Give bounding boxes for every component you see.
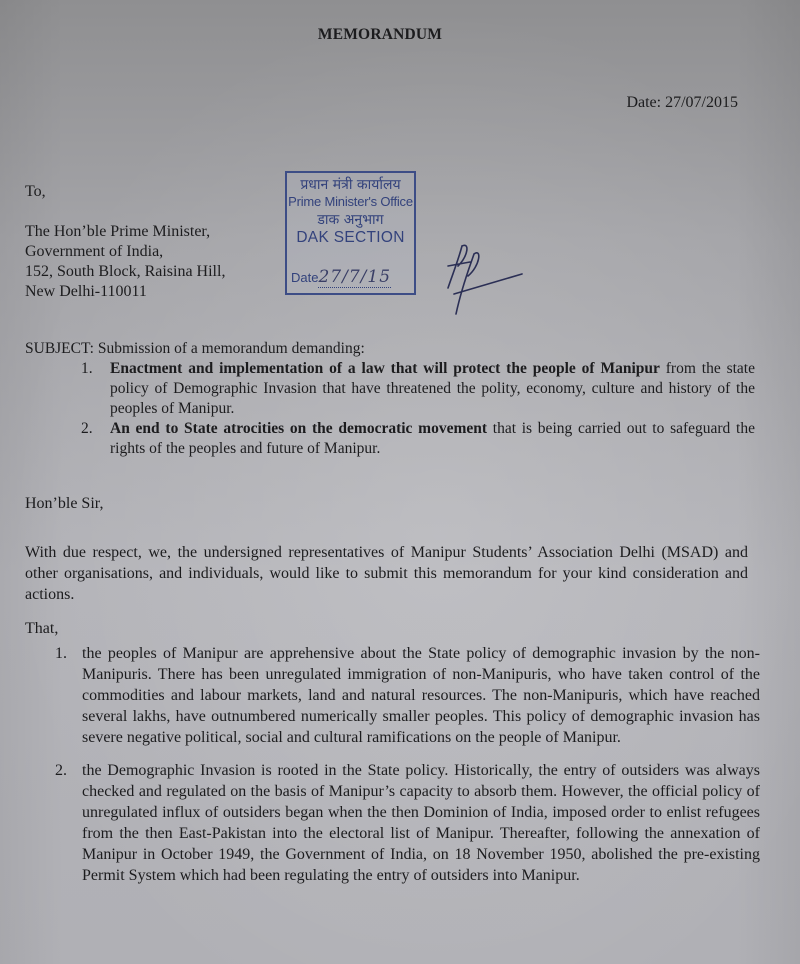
- stamp-date-handwritten: 27/7/15: [318, 267, 392, 287]
- to-label: To,: [25, 183, 46, 200]
- stamp-office: Prime Minister's Office: [288, 194, 413, 209]
- points-list: [25, 643, 760, 898]
- point-text: the peoples of Manipur are apprehensive about the State policy of demographic invasion by the non-Manipuris. There has been unregulated immigration of non-Manipuris, who have taken control of the commodities and labour markets, land and natural resources. The non-Manipuris, which have reached several lakhs, have outnumbered numerically smaller peoples. This policy of demographic invasion has severe negative political, social and cultural ramifications on the people of Manipur.: [82, 645, 760, 746]
- document-title: MEMORANDUM: [317, 26, 443, 43]
- item-number: 2.: [81, 420, 93, 437]
- address-line: Government of India,: [25, 243, 164, 260]
- intro-paragraph: With due respect, we, the undersigned representatives of Manipur Students’ Association Delhi (MSAD) and other organisations, and individuals, would like to submit this memorandum for your kind consideration and actions.: [25, 544, 748, 603]
- demand-text: from the state policy of Demographic Invasion that have threatened the polity, economy, culture and history of the peoples of Manipur.: [110, 360, 755, 417]
- point-number: 1.: [55, 645, 67, 662]
- that-label: That,: [25, 620, 59, 637]
- address-line: New Delhi-110011: [25, 283, 147, 300]
- stamp-date: [291, 267, 391, 287]
- subject-demand-item: [25, 419, 755, 459]
- stamp-hindi-office: प्रधान मंत्री कार्यालय: [300, 177, 401, 193]
- address-line: 152, South Block, Raisina Hill,: [25, 263, 226, 280]
- item-number: 1.: [81, 360, 93, 377]
- document-date: Date: 27/07/2015: [626, 94, 738, 111]
- point-text: the Demographic Invasion is rooted in the State policy. Historically, the entry of outsiders was always checked and regulated on the basis of Manipur’s capacity to absorb them. However, the official policy of unregulated influx of outsiders began when the then Dominion of India, imposed order to enlist refugees from the then East-Pakistan into the electoral list of Manipur. Thereafter, following the annexation of Manipur in October 1949, the Government of India, on 18 November 1950, abolished the pre-existing Permit System which had been regulating the entry of outsiders into Manipur.: [82, 762, 760, 884]
- salutation: Hon’ble Sir,: [25, 495, 104, 512]
- point-number: 2.: [55, 762, 67, 779]
- handwritten-initials-icon: [440, 236, 530, 321]
- subject-demand-item: [25, 359, 755, 419]
- point-item: [25, 643, 760, 748]
- stamp-date-label: Date: [291, 270, 319, 285]
- subject-label: SUBJECT: Submission of a memorandum demanding:: [25, 340, 365, 357]
- demand-bold-text: Enactment and implementation of a law that will protect the people of Manipur: [110, 360, 660, 377]
- stamp-section: DAK SECTION: [296, 229, 405, 246]
- recipient-address: [25, 222, 225, 302]
- pmo-dak-stamp: [285, 171, 416, 295]
- point-item: [25, 760, 760, 886]
- subject-section: [25, 339, 755, 459]
- demand-bold-text: An end to State atrocities on the democratic movement: [110, 420, 488, 437]
- stamp-hindi-section: डाक अनुभाग: [317, 212, 384, 228]
- address-line: The Hon’ble Prime Minister,: [25, 223, 211, 240]
- demand-text: that is being carried out to safeguard the rights of the peoples and future of Manipur.: [110, 420, 755, 457]
- subject-demands-list: [25, 359, 755, 459]
